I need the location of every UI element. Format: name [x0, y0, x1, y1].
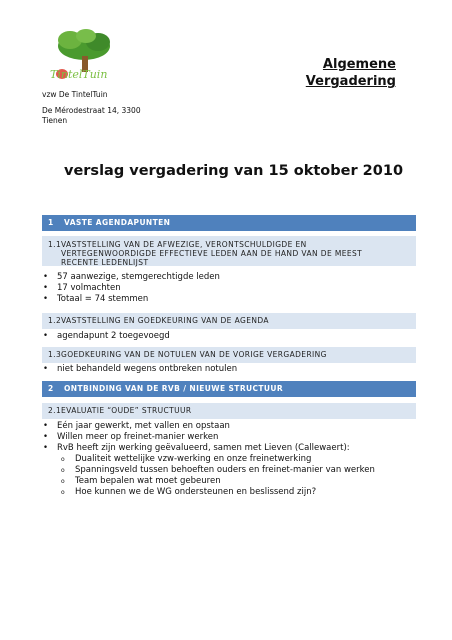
section-number: 1	[48, 218, 54, 227]
subsection-number: 1.3	[48, 350, 62, 359]
tinteltuin-logo	[42, 28, 120, 84]
circle-bullet-icon: o	[61, 489, 65, 496]
bullet-icon: •	[43, 331, 49, 341]
document-title-line: Vergadering	[305, 74, 396, 89]
subsection-number: 2.1	[48, 406, 62, 415]
bullet-icon: •	[43, 364, 49, 374]
document-title-line: Algemene	[322, 57, 396, 72]
section-heading-1	[42, 215, 416, 231]
list-item	[42, 272, 220, 283]
organization-name: vzw De TintelTuin	[42, 90, 108, 99]
section-title: VASTE AGENDAPUNTEN	[64, 218, 171, 227]
section-heading-2	[42, 381, 416, 397]
bullet-icon: •	[43, 294, 49, 304]
list-item-text: Team bepalen wat moet gebeuren	[75, 476, 221, 486]
list-item	[42, 331, 170, 342]
list-item-text: RvB heeft zijn werking geëvalueerd, samen met Lieven (Callewaert):	[57, 443, 350, 453]
bullet-icon: •	[43, 421, 49, 431]
bullet-icon: •	[43, 443, 49, 453]
address-line: Tienen	[42, 115, 68, 125]
list-item-text: 17 volmachten	[57, 283, 121, 293]
list-item-text: 57 aanwezige, stemgerechtigde leden	[57, 272, 220, 282]
subsection-title: VASTSTELLING EN GOEDKEURING VAN DE AGENDA	[61, 316, 269, 325]
bullet-list-1-1	[42, 272, 220, 305]
address-line: De Mérodestraat 14, 3300	[42, 106, 141, 115]
document-title	[306, 56, 396, 90]
list-item	[42, 432, 350, 443]
section-number: 2	[48, 384, 54, 393]
subsection-heading-1-1	[42, 236, 416, 266]
organization-address	[42, 106, 162, 125]
list-item	[42, 294, 220, 305]
bullet-icon: •	[43, 283, 49, 293]
subsection-number: 1.1	[48, 240, 62, 249]
section-title: ONTBINDING VAN DE RVB / NIEUWE STRUCTUUR	[64, 384, 284, 393]
list-item	[42, 421, 350, 432]
bullet-list-2-1	[42, 421, 350, 454]
list-item-text: agendapunt 2 toegevoegd	[57, 331, 170, 341]
bullet-icon: •	[43, 432, 49, 442]
sub-bullet-list-2-1	[42, 454, 375, 498]
sub-list-item	[42, 476, 375, 487]
bullet-list-1-2	[42, 331, 170, 342]
list-item-text: Spanningsveld tussen behoeften ouders en freinet-manier van werken	[75, 465, 375, 475]
subsection-heading-2-1	[42, 403, 416, 419]
subsection-heading-1-3	[42, 347, 416, 363]
list-item	[42, 443, 350, 454]
list-item-text: Hoe kunnen we de WG ondersteunen en beslissend zijn?	[75, 487, 317, 497]
circle-bullet-icon: o	[61, 467, 65, 474]
list-item-text: Eén jaar gewerkt, met vallen en opstaan	[57, 421, 230, 431]
svg-text:TintelTuin: TintelTuin	[50, 68, 108, 81]
circle-bullet-icon: o	[61, 456, 65, 463]
sub-list-item	[42, 465, 375, 476]
subsection-title: VASTSTELLING VAN DE AFWEZIGE, VERONTSCHULDIGDE EN VERTEGENWOORDIGDE EFFECTIEVE LEDEN AAN DE HAND VAN DE MEEST RECENTE LEDENLIJST	[61, 240, 363, 267]
list-item	[42, 283, 220, 294]
list-item-text: Willen meer op freinet-manier werken	[57, 432, 219, 442]
list-item-text: niet behandeld wegens ontbreken notulen	[57, 364, 238, 374]
list-item-text: Totaal = 74 stemmen	[57, 294, 149, 304]
bullet-list-1-3	[42, 364, 237, 375]
subsection-number: 1.2	[48, 316, 62, 325]
sub-list-item	[42, 454, 375, 465]
subsection-title: EVALUATIE “OUDE” STRUCTUUR	[61, 406, 192, 415]
circle-bullet-icon: o	[61, 478, 65, 485]
main-heading: verslag vergadering van 15 oktober 2010	[64, 163, 404, 179]
list-item	[42, 364, 237, 375]
bullet-icon: •	[43, 272, 49, 282]
list-item-text: Dualiteit wettelijke vzw-werking en onze freinetwerking	[75, 454, 312, 464]
subsection-heading-1-2	[42, 313, 416, 329]
sub-list-item	[42, 487, 375, 498]
subsection-title: GOEDKEURING VAN DE NOTULEN VAN DE VORIGE VERGADERING	[61, 350, 327, 359]
